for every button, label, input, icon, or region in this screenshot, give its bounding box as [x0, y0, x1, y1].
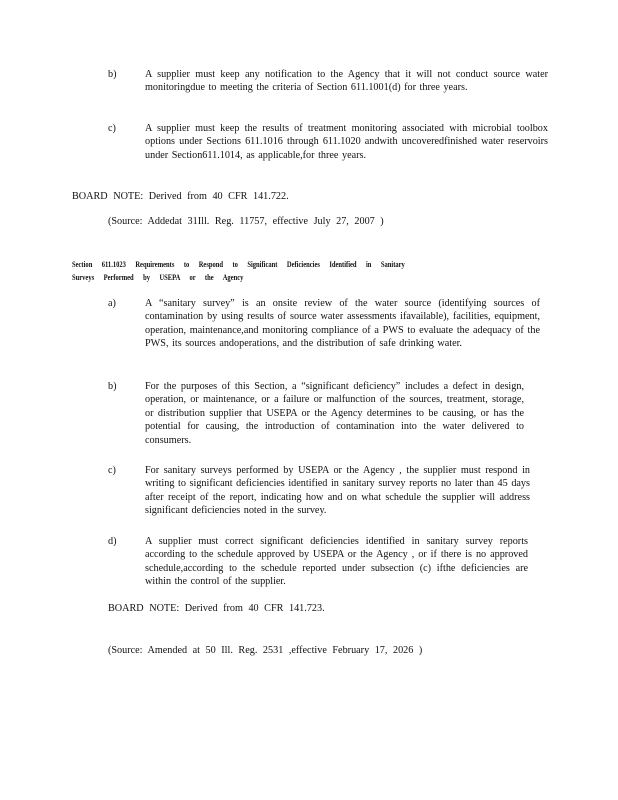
section-heading: Section 611.1023 Requirements to Respond to Significant Deficiencies Identified in Sanitary Surveys Performed by USEPA or the Agency — [72, 260, 405, 282]
item-text: For the purposes of this Section, a “significant deficiency” includes a defect in design, operation, or maintenance, or a failure or malfunction of the sources, treatment, storage, or distribution supplier that USEPA or the Agency determines to be causing, or has the potential for causing, the introduction of contamination into the water delivered to consumers. — [145, 381, 524, 446]
list-item — [108, 297, 540, 351]
item-text: A supplier must keep any notification to the Agency that it will not conduct source water monitoringdue to meeting the criteria of Section 611.1001(d) for three years. — [145, 69, 548, 94]
list-item — [108, 122, 548, 162]
list-item — [108, 464, 530, 518]
item-label: c) — [108, 123, 116, 134]
list-item — [108, 535, 528, 589]
item-label: a) — [108, 298, 116, 309]
item-label: c) — [108, 465, 116, 476]
item-text: A “sanitary survey” is an onsite review of the water source (identifying sources of contamination by using results of source water assessments ifavailable), facilities, equipment, operation, maintenance,and monitoring compliance of a PWS to evaluate the adequacy of the PWS, its sources andoperations, and the distribution of safe drinking water. — [145, 298, 540, 350]
source-note: (Source: Amended at 50 Ill. Reg. 2531 ,effective February 17, 2026 ) — [108, 645, 423, 656]
list-item — [108, 380, 524, 447]
board-note: BOARD NOTE: Derived from 40 CFR 141.723. — [108, 603, 325, 614]
item-label: d) — [108, 536, 117, 547]
source-note: (Source: Addedat 31Ill. Reg. 11757, effective July 27, 2007 ) — [108, 216, 384, 227]
board-note: BOARD NOTE: Derived from 40 CFR 141.722. — [72, 191, 289, 202]
item-text: A supplier must correct significant deficiencies identified in sanitary survey reports according to the schedule approved by USEPA or the Agency , or if there is no approved schedule,according to the schedule reported under subsection (c) ifthe deficiencies are within the control of the supplier. — [145, 536, 528, 588]
list-item — [108, 68, 548, 95]
item-text: A supplier must keep the results of treatment monitoring associated with microbial toolbox options under Sections 611.1016 through 611.1020 andwith uncoveredfinished water reservoirs under Section611.1014, as applicable,for three years. — [145, 123, 548, 161]
item-label: b) — [108, 381, 117, 392]
item-label: b) — [108, 69, 117, 80]
item-text: For sanitary surveys performed by USEPA or the Agency , the supplier must respond in writing to significant deficiencies identified in sanitary survey reports no later than 45 days after receipt of the report, indicating how and on what schedule the supplier will address significant deficiencies noted in the survey. — [145, 465, 530, 517]
